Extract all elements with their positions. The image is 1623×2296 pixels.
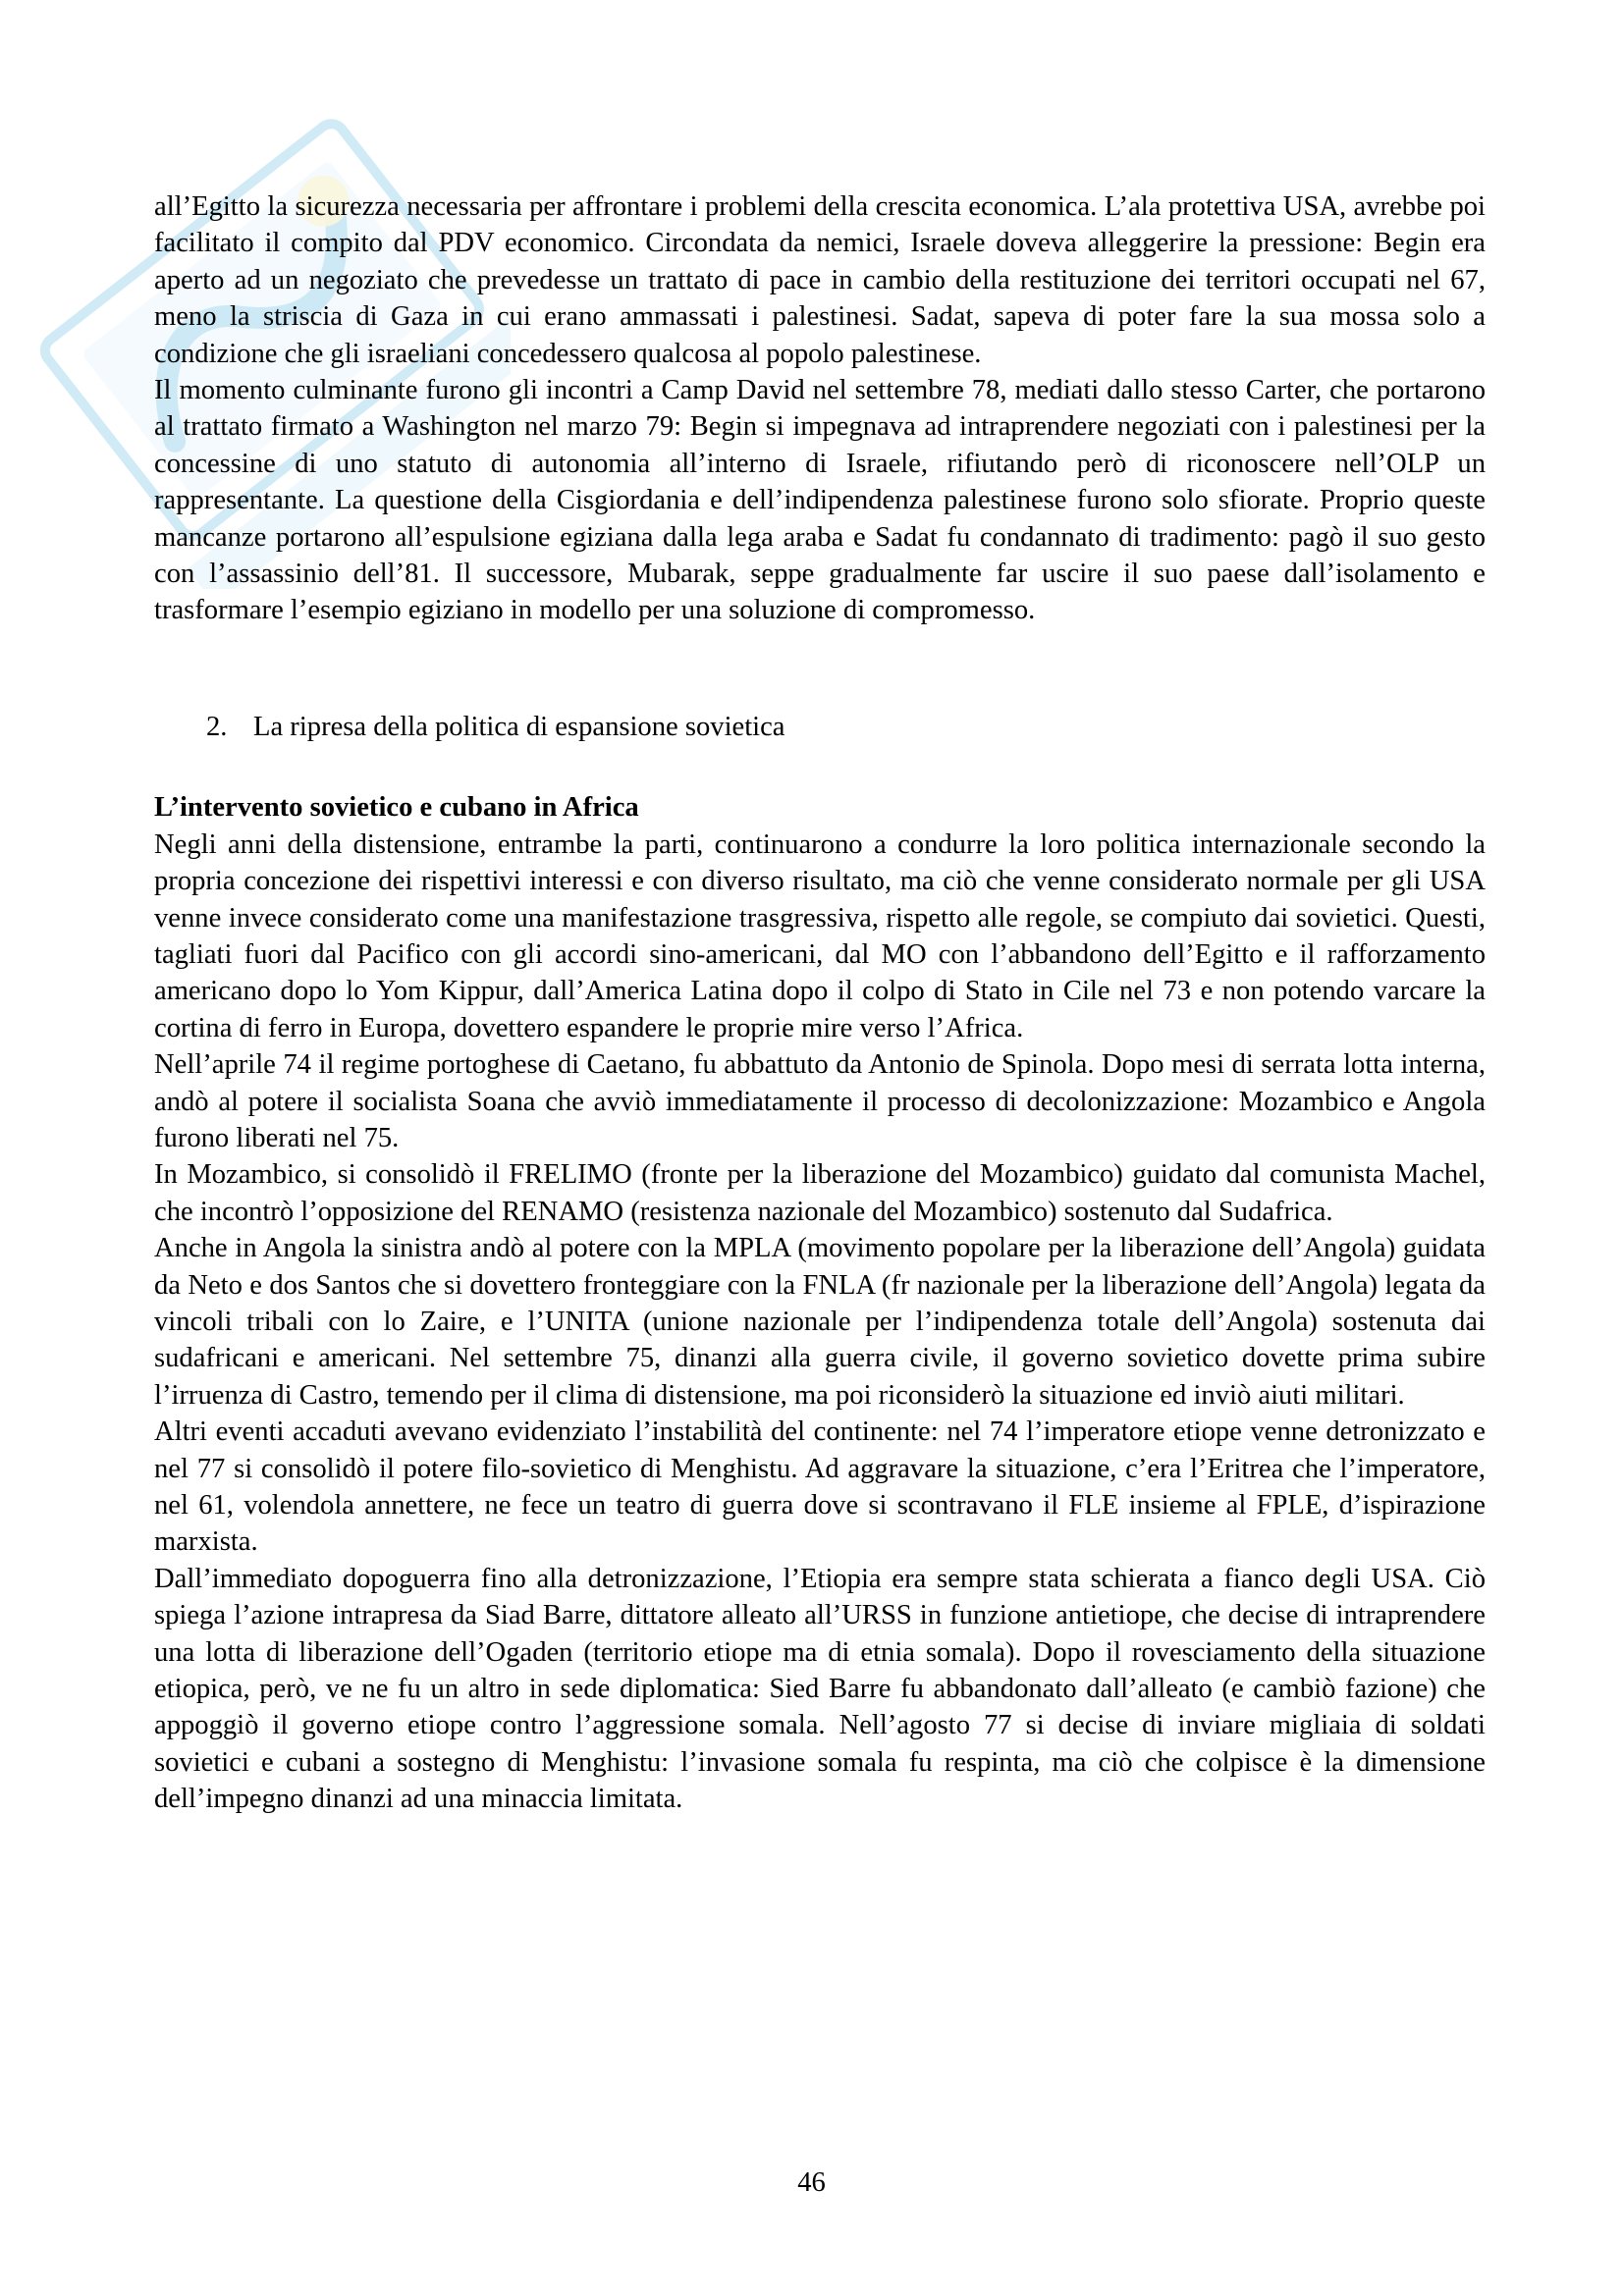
document-body: [154, 188, 1486, 1818]
paragraph-distensione: Negli anni della distensione, entrambe la parti, continuarono a condurre la loro politica internazionale secondo la propria concezione dei rispettivi interessi e con diverso risultato, ma ciò che venne considerato normale per gli USA venne invece considerato come una manifestazione trasgressiva, rispetto alle regole, se compiuto dai sovietici. Questi, tagliati fuori dal Pacifico con gli accordi sino-americani, dal MO con l’abbandono dell’Egitto e il rafforzamento americano dopo lo Yom Kippur, dall’America Latina dopo il colpo di Stato in Cile nel 73 e non potendo varcare la cortina di ferro in Europa, dovettero espandere le proprie mire verso l’Africa.: [154, 828, 1486, 1043]
paragraph-camp-david: Il momento culminante furono gli incontri a Camp David nel settembre 78, mediati dallo stesso Carter, che portarono al trattato firmato a Washington nel marzo 79: Begin si impegnava ad intraprendere negoziati con i palestinesi per la concessine di uno statuto di autonomia all’interno di Israele, rifiutando però di riconoscere nell’OLP un rappresentante. La questione della Cisgiordania e dell’indipendenza palestinese furono solo sfiorate. Proprio queste mancanze portarono all’espulsione egiziana dalla lega araba e Sadat fu condannato di tradimento: pagò il suo gesto con l’assassinio dell’81. Il successore, Mubarak, seppe gradualmente far uscire il suo paese dall’isolamento e trasformare l’esempio egiziano in modello per una soluzione di compromesso.: [154, 375, 1486, 626]
subsection-title: L’intervento sovietico e cubano in Africa: [154, 792, 639, 824]
paragraph-egypt-security: all’Egitto la sicurezza necessaria per affrontare i problemi della crescita economica. L’ala protettiva USA, avrebbe poi facilitato il compito dal PDV economico. Circondata da nemici, Israele doveva alleggerire la pressione: Begin era aperto ad un negoziato che prevedesse un trattato di pace in cambio della restituzione dei territori occupati nel 67, meno la striscia di Gaza in cui erano ammassati i palestinesi. Sadat, sapeva di poter fare la sua mossa solo a condizione che gli israeliani concedessero qualcosa al popolo palestinese.: [154, 191, 1486, 369]
paragraph-portogallo: Nell’aprile 74 il regime portoghese di Caetano, fu abbattuto da Antonio de Spinola. Dopo mesi di serrata lotta interna, andò al potere il socialista Soana che avviò immediatamente il processo di decolonizzazione: Mozambico e Angola furono liberati nel 75.: [154, 1049, 1486, 1153]
section-title: La ripresa della politica di espansione sovietica: [253, 711, 785, 742]
paragraph-mozambico: In Mozambico, si consolidò il FRELIMO (fronte per la liberazione del Mozambico) guidato dal comunista Machel, che incontrò l’opposizione del RENAMO (resistenza nazionale del Mozambico) sostenuto dal Sudafrica.: [154, 1159, 1486, 1227]
section-heading: [154, 709, 1486, 745]
paragraph-etiopia-eritrea: Altri eventi accaduti avevano evidenziato l’instabilità del continente: nel 74 l’imperatore etiope venne detronizzato e nel 77 si consolidò il potere filo-sovietico di Menghistu. Ad aggravare la situazione, c’era l’Eritrea che l’imperatore, nel 61, volendola annettere, ne fece un teatro di guerra dove si scontravano il FLE insieme al FPLE, d’ispirazione marxista.: [154, 1416, 1486, 1558]
paragraph-angola: Anche in Angola la sinistra andò al potere con la MPLA (movimento popolare per la liberazione dell’Angola) guidata da Neto e dos Santos che si dovettero fronteggiare con la FNLA (fr nazionale per la liberazione dell’Angola) legata da vincoli tribali con lo Zaire, e l’UNITA (unione nazionale per l’indipendenza totale dell’Angola) sostenuta dai sudafricani e americani. Nel settembre 75, dinanzi alla guerra civile, il governo sovietico dovette prima subire l’irruenza di Castro, temendo per il clima di distensione, ma poi riconsiderò la situazione ed inviò aiuti militari.: [154, 1233, 1486, 1411]
section-number: 2.: [206, 711, 228, 742]
paragraph-ogaden: Dall’immediato dopoguerra fino alla detronizzazione, l’Etiopia era sempre stata schierata a fianco degli USA. Ciò spiega l’azione intrapresa da Siad Barre, dittatore alleato all’URSS in funzione antietiope, che decise di intraprendere una lotta di liberazione dell’Ogaden (territorio etiope ma di etnia somala). Dopo il rovesciamento della situazione etiopica, però, ve ne fu un altro in sede diplomatica: Sied Barre fu abbandonato dall’alleato (e cambiò fazione) che appoggiò il governo etiope contro l’aggressione somala. Nell’agosto 77 si decise di inviare migliaia di soldati sovietici e cubani a sostegno di Menghistu: l’invasione somala fu respinta, ma ciò che colpisce è la dimensione dell’impegno dinanzi ad una minaccia limitata.: [154, 1563, 1486, 1815]
page-number: 46: [797, 2167, 826, 2198]
